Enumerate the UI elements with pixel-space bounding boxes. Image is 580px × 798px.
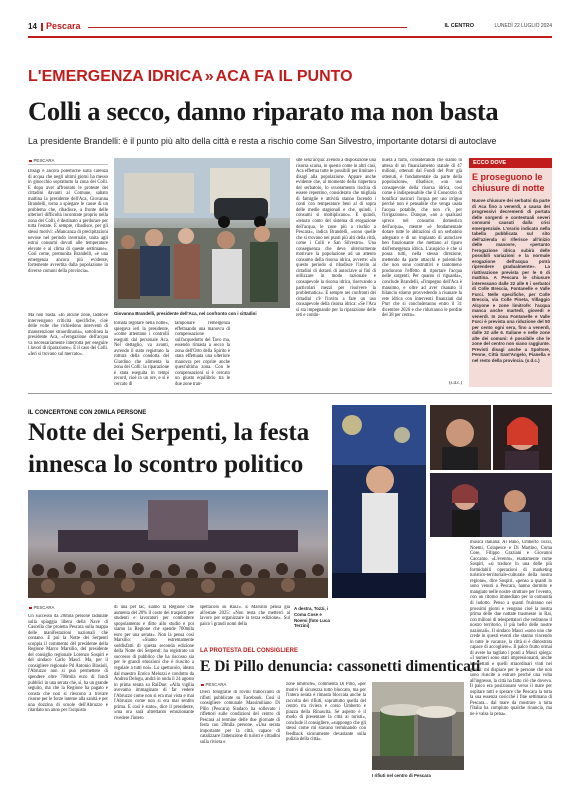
article2-supertitle: IL CONCERTONE CON 20MILA PERSONE: [28, 410, 147, 416]
supertitle-arrow: »: [204, 68, 214, 85]
article1-col1b: Ma non basta. «In alcune zone, laddove intervengono criticità specifiche, cioè delle volte che richiedono interventi di manutenzione straordinaria», sottolinea la presidente Aca, «l'erogazione dell'acqua va necessariamente interrotta per eseguire i lavori di riparazione». È il caso dei Colli. «Ieri si trovano sul mercato».: [28, 313, 108, 357]
article1-headline: Colli a secco, danno riparato ma non basta: [28, 96, 499, 126]
article1-kicker: PESCARA: [29, 158, 109, 163]
article2-photo-caption: A destra, Tozzi, i Coma Cose e Noemi (foto Luca Terzini): [294, 606, 330, 629]
article2-col4: musica italiana: Al Bano, Umberto Tozzi, Noemi, Colapesce e Di Martino, Coma Cose, Filippo Graziani e Giovanni Caccamo. «L'evento», esattamente come Sospiri, «si traduce in una delle più formidabili operazioni di marketing turistico-territoriale-culturale della nostra regione», dice Sospiri, «penso a quanti lo sono venuti a Pescara, hanno dormito e mangiato nelle nostre strutture per l'evento, con un ritorno immediato per la comunità di indotto. Penso a quanti fruiranno nei prossimi giorni e vengano cioè la nostra prima delle due nottate trasmesse in Rai, con milioni di telespettatori che vedranno il nostro territorio, il più bello delle nostre nazionali». Il sindaco Masci «sono uno che crede in questi eventi che stanno vincendo in tutte le vacanze, la città si è dimostrata capace di accogliere». Il palco frutto ormai di avere ha tagliato i ponti a Masci spiega: «I numeri sono stati impressionanti, anche inaspettati e quelli straordinari vinti nei giorni: mi dispiace per le persone che non sono riuscite a entrare perché una volta all'ingresso, la città ha fatto ciò che doveva. Il palco era posizionato verso il mare per ospitare tutti e sperare che Pescara la tutta la sua essenza cosicché i fine settimana di Pescara... dal mare da mostrare a tutta l'Italia ha compiuto qualche rinuncia, ma ne è valsa la pena».: [470, 540, 552, 717]
sidebar-headline: E proseguono le chiusure di notte: [472, 172, 545, 193]
article2-top-rule: [28, 393, 552, 394]
article1-photo-caption: Giovanna Brandelli, presidente dell'Aca, nel confronto con i cittadini: [114, 311, 257, 316]
article1-photo: [114, 158, 290, 308]
article2-col2: di una pet tac, siamo la Regione che aumenta del 20% il costo dei trasporti per studenti e lavoratori per combattere spopolamento e ditto allo studio e poi siamo la Regione che spende 700mila euro per una serata». Non la pensa così Marsilio: «Siamo estremamente soddisfatti di questa seconda edizione della Notte dei Serpenti: ha registrato un successo di pubblico che ha riscosso sia per le grandi emozioni che è riuscito a regalare a tutti noi». Lo spettacolo, ideato dal maestro Enrico Melozzi e condotto da Andrea Delogu, andrà in onda il 24 agosto in prima serata su RaiDue: «Alla vigilia avevamo immaginato di far vedere l'Abruzzo come non si era mai vista e mai l'Abruzzo come non si era mai sentito prima. E così è stato», dice il presidente, «ma ora sarà altrettanto emozionante rivedere l'intero: [114, 605, 194, 721]
article1-col3: tamponare l'emergenza effettuando una manovra di compensazione sull'acquedotto del Tavo ma, essendo rimasta a secco la zona dell'Orto della Spirito è stata effettuata una ulteriore manovra per coprire anche quest'ultima zona. Con le compensazioni si è cercato un giusto equilibrio tra le due zone tran-: [175, 321, 230, 387]
page-number: 14: [28, 22, 37, 31]
article2-col1: Un successo da 20mila persone radunate sulla spiaggia libera della Nave di Cascella che proietta Pescara sulla mappa delle manifestazioni nazionali che contano. E poi la Notte dei Serpenti scoppia il commento del presidente della Regione Marco Marsilio, del presidente del consiglio regionale Lorenzo Sospiri e del sindaco Carlo Masci. Ma, per il consigliere regionale Pd Antonio Blasioli, l'Abruzzo non si può permettere di spendere oltre 700mila euro di fondi pubblici in una serata che, sì, ha un grande seguito, ma che la Regione ha pagato e consta che non si riescono a trovare risorse per le forze interne alla sanità e per una dozzina di scuole dell'Abruzzo e ritardato un anno per l'acquisto: [28, 614, 108, 714]
section-name: Pescara: [46, 21, 81, 31]
article1-supertitle: [28, 68, 552, 85]
article1-col2: tornata regolare nella notte», spiegava ieri la presidente, «come attentano i controlli eseguiti dal personale Aca. Nel dettaglio, va avanti, avrendo il stato registrato la rottura della condotta del Giardino che alimenta la zona dei Colli: la riparazione è stata eseguita in tempi record, cioè in un ore, e si è cercato di: [114, 321, 169, 387]
sidebar-body: Nuove chiusure dei serbatoi da parte di Aca fino a venerdì, a causa dei progressivi decrementi di portata delle sorgenti e contestuali severi consumi causati dalla crisi emergenziale. L'orario indicato nella tabella pubblicata sul sito dell'azienda si riferisce all'inizio delle manovre, «pertanto l'erogazione idrica subirà delle possibili variazioni e la normale erogazione dell'acqua potrà riprendere gradualmente». La riattivazione prevista per le 6 di mattina. A Pescara le chiusure interessano dalle 22 alle 6 i serbatoi di Colle Breccia, Fontanelle e Valle Furci. Nelle specifiche, per Colle Breccia, via Colle Pineta, Villaggio Alcyone e zone limitrofe: l'acqua manca anche martedì, giovedì e venerdì. In zona Fontanelle e Valle Furci è prevista una riduzione del 50 per cento ogni sera, fino a venerdì, dalle 22 alle 6. Italiane e nelle zone alte dei comuni: è possibile che le zone del centro non siano raggiunte. Previsti disagi anche a Spoltore, Penne, Città Sant'Angelo, Pianella e nel resto della provincia. (s.d.c.): [472, 198, 550, 363]
article3-photo: [372, 682, 464, 770]
garbage-bins-art: [372, 682, 464, 770]
article3-headline: E Di Pillo denuncia: cassonetti dimenticati: [200, 658, 481, 675]
article2-main-photo: [28, 490, 328, 598]
section-bar: [41, 23, 43, 31]
article3-col2: zone limitrofe», commenta Di Pillo, «per motivi di sicurezza tutto bloccato, ma per l'intera serata è rimasta bloccata anche la raccolta dei rifiuti, soprattutto quella del centro tra riviera e corso Umberto e piazza della Rinascita. Se aspetto è il modo di presentare la città ai turisti», conclude il consigliere, «suppongo che gli stessi come mi stavano terminando con feedback sicuramente devastante sulla pulizia della città».: [286, 682, 366, 743]
article1-col4: site senz'acqua: avendo a disposizione una risorsa scarsa, in questo come in altri casi, Aca effettua tutte le possibili per limitare i disagi alla popolazione. Appare anche evidente che, al momento della riapertura del serbatoio, lo svuotamento rischia di essere repentino, considerato che migliaia di famiglie e attività stanno facendo i conti con temperature beni al di sopra delle medie stagionali e che, quindi, i consumi si moltiplicano». E quindi, «tenuto conto del sistema di erogazione dell'acqua, le zone più a rischio a Pescara», indica Brandelli, «sono quelle che si trovano nei punti più alti della città, come i Colli e San Silvestro». Una conseguenza che deve ulteriormente motivare la popolazione ad un attento consumo della risorsa idrica, avverte: «In questo periodo si ribadisce l'invito ai cittadini di dotarsi di autoclave ai fini di utilizzare in modo razionale e consapevole la risorsa idrica, riservando a particolari mezzi per risolvere la problematica». E sempre nei confronti dei cittadini c'è l'invito a fare un uso consapevole della risorsa idrica: «Se l'Aca si sta impegnando per la riparazione delle reti e contin-: [296, 158, 376, 319]
col-rule: [28, 164, 108, 165]
article1-byline: (s.d.c.): [449, 381, 462, 386]
article1-col1: Disagi e ancora polemiche sulla carenza di acqua che negli ultimi giorni ha messo in ginocchio soprattutto la zona dei Colli. E dopo aver affrontato le proteste dei cittadini davanti al Comune, sabato mattina la presidente dell'Aca, Giovanna Brandelli, torna a spiegare le cause di un problema che, ribadisce, a fronte delle ulteriori difficoltà incontrate proprio nella zona dei Colli, è destinato a perdurare per tutta l'estate. E sempre, ribadisce, per gli stessi motivi: «Mancanza di precipitazioni nevose nel periodo invernale, unita agli estrai consumi dovuti alle temperature elevate e al clima di queste settimane». Così come, premunita Brandelli, «è una emergenza ancora più evidente, fortemente avvertita dalla popolazione in diverse comuni della provincia».: [28, 169, 108, 274]
paper-name: IL CENTRO: [444, 23, 474, 29]
crowd-photo-art: [114, 158, 290, 308]
section-line: [88, 27, 407, 28]
article2-headline-line2: innesca lo scontro politico: [28, 451, 304, 478]
stage-performer-art: [332, 405, 426, 598]
band-on-stage-art: [430, 473, 552, 537]
supertitle-rest: ACA FA IL PUNTO: [215, 68, 353, 85]
article2-stage-photo: [332, 405, 426, 598]
singer-male-art: [430, 405, 491, 470]
article3-supertitle: LA PROTESTA DEL CONSIGLIERE: [200, 648, 299, 654]
article2-headline-line1: Notte dei Serpenti, la festa: [28, 419, 310, 446]
article3-col1: Dieci fotografie di rovini traboccanti di rifiuti pubblicate su Facebook. Così il consigliere comunale Massimiliano Di Pillo (Pescara) Sindaco ha sollevato i riflettori sulle condizioni del centro di Pescara al termine delle due giornate di festa con 20mila persone. «Una serata importante per la città, capace di catalizzare l'attenzione di turisti e cittadini sulla riviera e: [200, 690, 280, 745]
concert-crowd-art: [28, 490, 328, 598]
article2-singer-photo-1: [430, 405, 491, 470]
article1-col5: nuerà a farlo, considerando che siamo in attesa di un finanziamento statale di 47 milioni, ottenuti dal Fondi del Pnrr già ottenuti, è fondamentale da parte della popolazione», ribadisce, «un uso consapevole della risorsa idrica, così come è indispensabile che il Consorzio di bonifica assicuri l'acqua per uso irriguo perché non è pensabile che venga usata l'acqua potabile, che non c'è, per l'irrigazione». Dunque, «no a qualsiasi spreco nel consumo domestico dell'acqua», mentre «è fondamentale dotare tutte le abitazioni di un serbatoio adeguato e di un impianto di autoclave ben funzionante che mettano al riparo dall'emergenza idrica. L'auspicio è che si possa tutti, nella stessa direzione, mettendo da parte attacchi e polemiche che non sono costruttivi e tantomeno producono l'effetto di riportare l'acqua nelle sorgenti. Per quanto ci riguarda», conclude Brandelli, «l'impegno dell'Aca è massimo, e oltre ad aver risanato il bilancio stiamo provvedendo a risanare la rete idrica con interventi finanziati dal Pnrr che si concluderanno entro il 31 dicembre 2026 e che ridurranno le perdite del 38 per cento».: [382, 158, 462, 319]
article2-col3: spettacolo su Rai2». E Marsilio pensa già all'estate 2025: «Non resta che metterci al lavoro per organizzare la terza edizione». Sul palco i grandi nomi della: [200, 605, 290, 627]
article2-singer-photo-2: [493, 405, 552, 470]
issue-date: LUNEDÌ 22 LUGLIO 2024: [494, 23, 552, 29]
header-rule: [28, 36, 552, 38]
supertitle-red: L'EMERGENZA IDRICA: [28, 68, 203, 85]
sidebar-tag: ECCO DOVE: [469, 158, 552, 168]
article3-photo-caption: I rifiuti nel centro di Pescara: [372, 773, 431, 778]
article1-subhead: La presidente Brandelli: è il punto più alto della città e resta a rischio come San Silvestro, importante dotarsi di autoclave: [28, 136, 497, 146]
article2-band-photo: [430, 473, 552, 537]
singer-female-art: [493, 405, 552, 470]
article2-kicker: PESCARA: [29, 605, 109, 610]
article3-kicker: PESCARA: [201, 682, 281, 687]
page-header: [28, 22, 552, 34]
